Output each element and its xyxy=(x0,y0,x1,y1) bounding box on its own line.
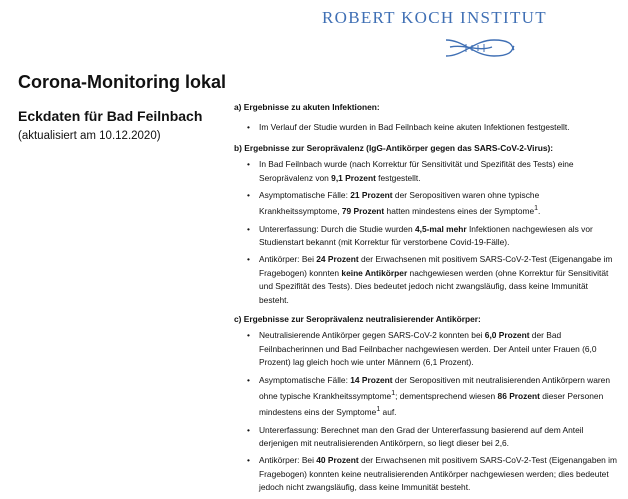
section-seroprevalence xyxy=(234,142,620,307)
section-neutralizing-antibodies xyxy=(234,313,620,494)
list-item: • Neutralisierende Antikörper gegen SARS-CoV-2 konnten bei 6,0 Prozent der Bad Feilnbacherinnen und Bad Feilnbacher nachgewiesen werden. Der Anteil unter Frauen (6,0 Prozent) lag gleich hoch wie unter Männern (6,1 Prozent). xyxy=(234,329,620,369)
section-heading: c) Ergebnisse zur Seroprävalenz neutralisierender Antikörper: xyxy=(234,314,481,325)
list-item: • Asymptomatische Fälle: 14 Prozent der Seropositiven mit neutralisierenden Antikörpern waren ohne typische Krankheitssymptome$^1$; dementsprechend wiesen 86 Prozent dieser Personen mindestens eins der Symptome$^1$ auf. xyxy=(234,374,620,420)
bullet-list xyxy=(234,121,620,134)
section-acute-infections xyxy=(234,101,620,135)
footnote-marker: 1 xyxy=(391,390,396,398)
footnote-marker: 1 xyxy=(376,406,381,414)
page-subtitle: Eckdaten für Bad Feilnbach xyxy=(18,108,203,124)
update-date: (aktualisiert am 10.12.2020) xyxy=(18,130,161,142)
results-content xyxy=(234,101,620,499)
rki-logo-mark-icon xyxy=(444,32,516,62)
list-item: • Untererfassung: Berechnet man den Grad der Untererfassung basierend auf dem Anteil derjenigen mit neutralisierenden Antikörpern, so liegt dieser bei 2,6. xyxy=(234,424,620,451)
bullet-list xyxy=(234,158,620,307)
list-item: • Antikörper: Bei 40 Prozent der Erwachsenen mit positivem SARS-CoV-2-Test (Eigenangaben im Fragebogen) konnten keine neutralisierenden Antikörper nachgewiesen werden; dies bedeutet jedoch nicht zwangsläufig, dass keine Immunität besteht. xyxy=(234,454,620,494)
section-heading: b) Ergebnisse zur Seroprävalenz (IgG-Antikörper gegen das SARS-CoV-2-Virus): xyxy=(234,142,554,153)
list-item: • In Bad Feilnbach wurde (nach Korrektur für Sensitivität und Spezifität des Tests) eine Seroprävalenz von 9,1 Prozent festgestellt. xyxy=(234,158,620,185)
page-title: Corona-Monitoring lokal xyxy=(18,72,226,92)
section-heading: a) Ergebnisse zu akuten Infektionen: xyxy=(234,102,380,112)
footnote-marker: 1 xyxy=(534,205,539,213)
organization-logo-text: ROBERT KOCH INSTITUT xyxy=(322,8,547,27)
list-item: • Im Verlauf der Studie wurden in Bad Feilnbach keine akuten Infektionen festgestellt. xyxy=(234,121,620,134)
list-item: • Asymptomatische Fälle: 21 Prozent der Seropositiven waren ohne typische Krankheitssymptome, 79 Prozent hatten mindestens eines der Symptome$^1$. xyxy=(234,189,620,219)
list-item: • Antikörper: Bei 24 Prozent der Erwachsenen mit positivem SARS-CoV-2-Test (Eigenangabe im Fragebogen) konnten keine Antikörper nachgewiesen werden (ohne Korrektur für Sensitivität und Spezifität des Tests). Dies bedeutet jedoch nicht zwangsläufig, dass keine Immunität besteht. xyxy=(234,253,620,307)
list-item: • Untererfassung: Durch die Studie wurden 4,5-mal mehr Infektionen nachgewiesen als vor Studienstart bekannt (mit Korrektur für verstorbene Covid-19-Fälle). xyxy=(234,223,620,250)
